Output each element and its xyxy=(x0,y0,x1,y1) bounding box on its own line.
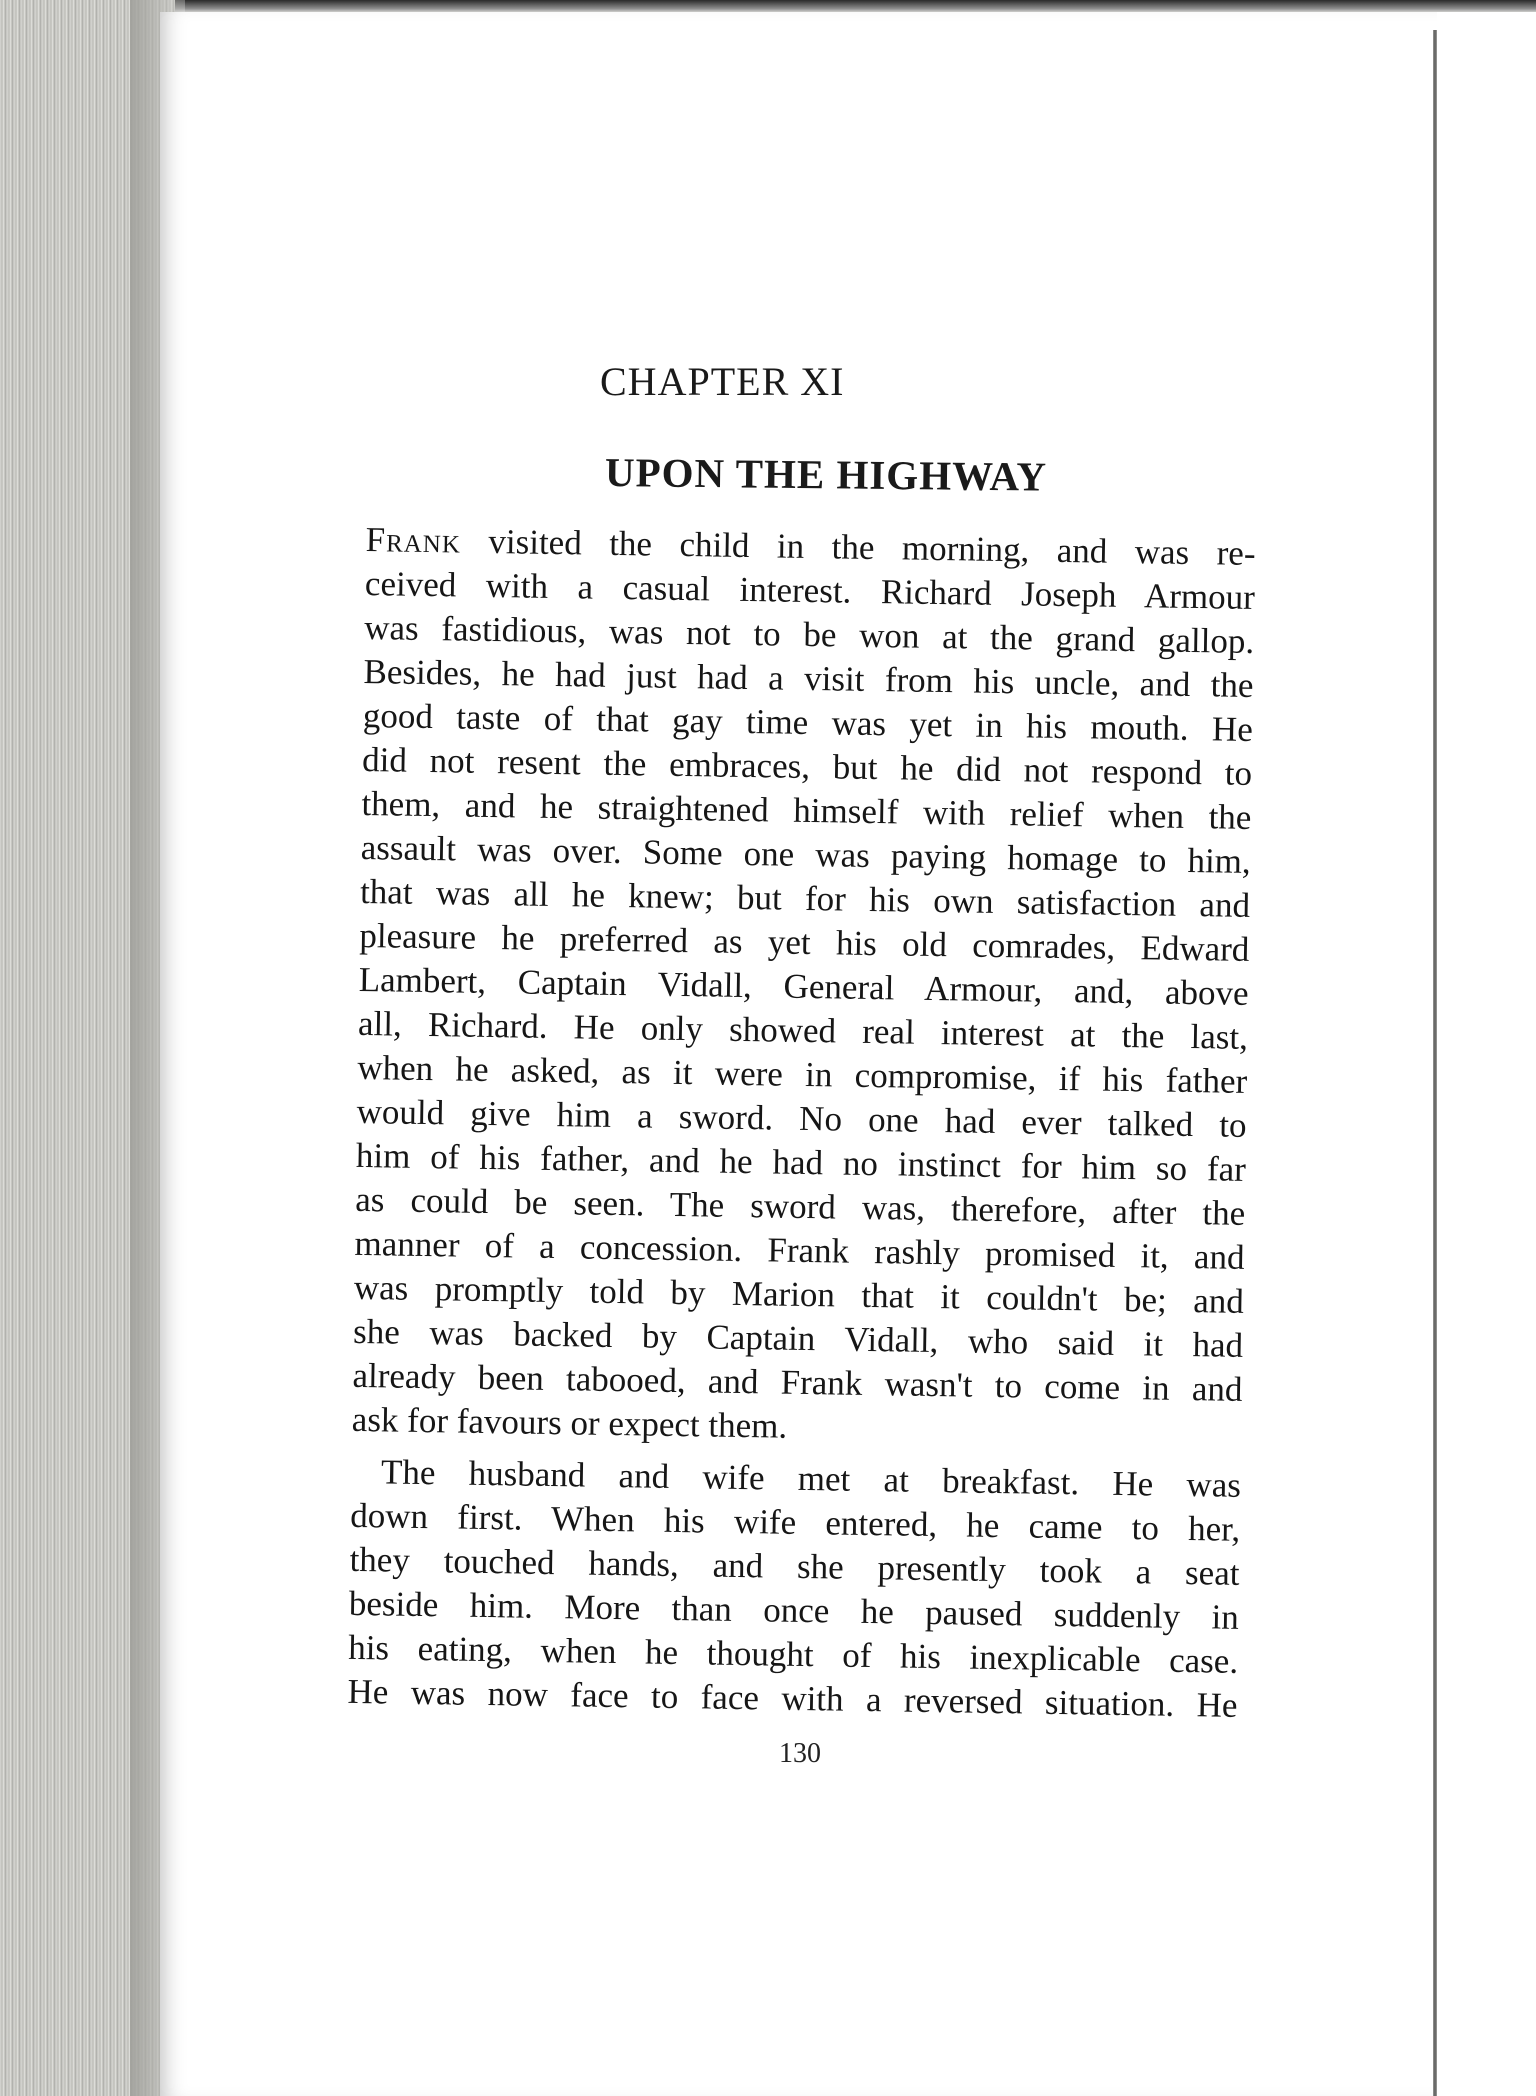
text-line: manner of a concession. Frank rashly promised it, and xyxy=(354,1223,1245,1277)
text-line: would give him a sword. No one had ever talked to xyxy=(356,1091,1247,1145)
paragraph-1 xyxy=(351,518,1255,1456)
text-line: He was now face to face with a reversed situation. He xyxy=(347,1671,1238,1725)
text-line: as could be seen. The sword was, therefore, after the xyxy=(354,1179,1246,1233)
text-line: them, and he straightened himself with relief when the xyxy=(361,783,1252,837)
text-line: all, Richard. He only showed real interest at the last, xyxy=(357,1003,1249,1057)
line-text: visited the child in the morning, and was re- xyxy=(460,521,1256,573)
text-line: good taste of that gay time was yet in his mouth. He xyxy=(362,695,1254,749)
page-number: 130 xyxy=(779,1738,821,1769)
text-line: when he asked, as it were in compromise, if his father xyxy=(357,1047,1248,1101)
text-line: him of his father, and he had no instinct for him so far xyxy=(355,1135,1247,1189)
text-line: Lambert, Captain Vidall, General Armour, and, above xyxy=(358,959,1249,1013)
text-line: pleasure he preferred as yet his old comrades, Edward xyxy=(359,915,1250,969)
text-line: they touched hands, and she presently took a seat xyxy=(349,1539,1240,1593)
text-line: she was backed by Captain Vidall, who said it had xyxy=(352,1311,1244,1365)
text-line: ask for favours or expect them. xyxy=(351,1399,788,1446)
chapter-number: CHAPTER XI xyxy=(600,359,845,404)
text-line: down first. When his wife entered, he came to her, xyxy=(350,1495,1241,1549)
text-line: his eating, when he thought of his inexplicable case. xyxy=(347,1627,1239,1681)
text-line: did not resent the embraces, but he did not respond to xyxy=(361,739,1253,793)
text-line: beside him. More than once he paused suddenly in xyxy=(348,1583,1240,1637)
chapter-title: UPON THE HIGHWAY xyxy=(604,449,1048,500)
facing-page-edge xyxy=(1437,12,1536,2096)
text-line: ceived with a casual interest. Richard Joseph Armour xyxy=(364,563,1256,617)
text-line: already been tabooed, and Frank wasn't to come in and xyxy=(352,1355,1243,1409)
text-line: The husband and wife met at breakfast. He was xyxy=(380,1452,1242,1505)
text-line: Besides, he had just had a visit from his uncle, and the xyxy=(363,651,1254,705)
text-line: assault was over. Some one was paying homage to him, xyxy=(360,827,1252,881)
text-line: that was all he knew; but for his own satisfaction and xyxy=(359,871,1251,925)
body-text xyxy=(347,518,1256,1728)
gutter-shadow xyxy=(1433,30,1437,2096)
paragraph-2 xyxy=(347,1450,1241,1728)
lead-word: Frank xyxy=(365,519,462,561)
text-line: was fastidious, was not to be won at the grand gallop. xyxy=(363,607,1255,661)
text-line: was promptly told by Marion that it couldn't be; and xyxy=(353,1267,1245,1321)
